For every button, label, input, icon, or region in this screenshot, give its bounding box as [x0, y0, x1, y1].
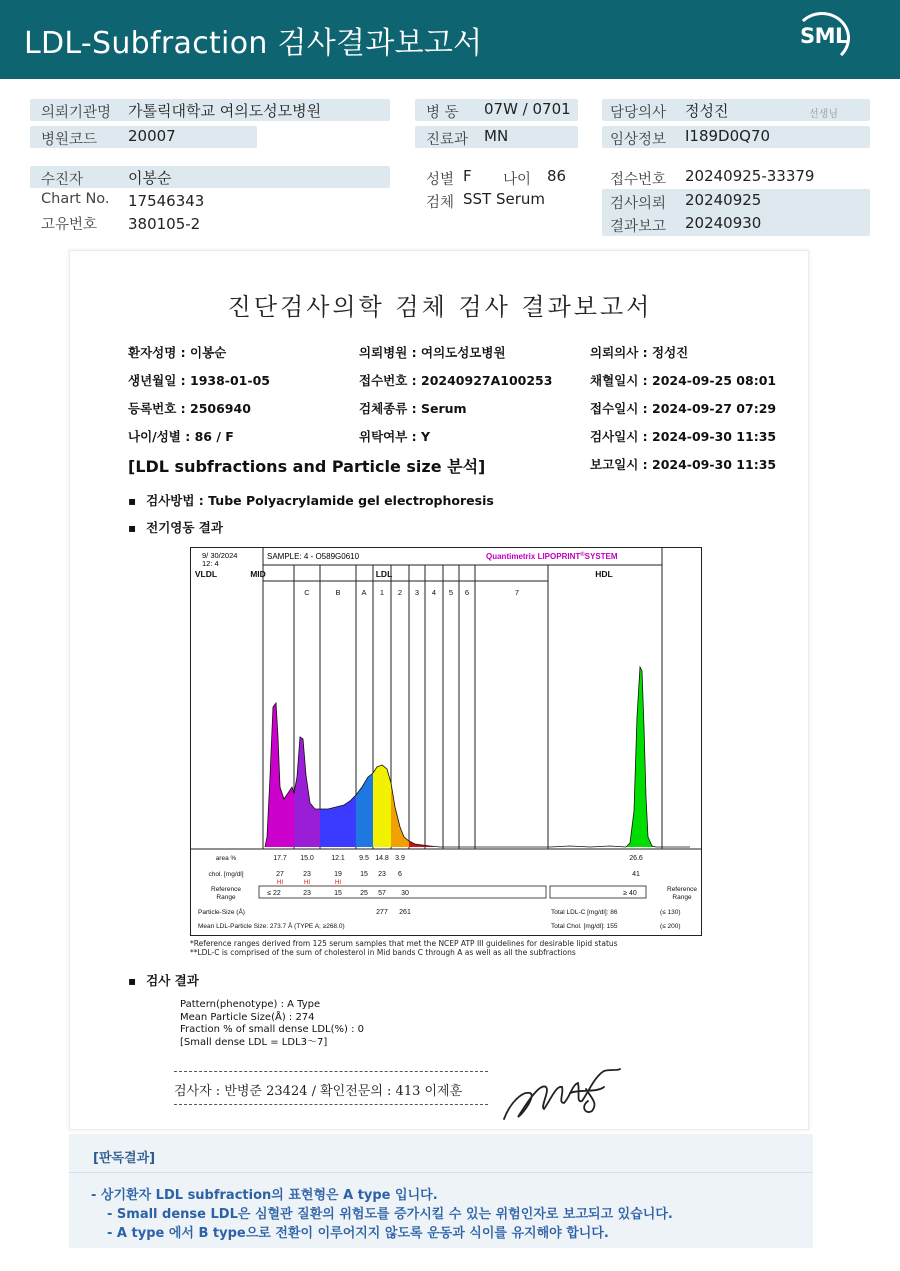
judgement-title: [판독결과]	[93, 1151, 156, 1166]
area-value-3: 9.5	[359, 855, 369, 862]
area-value-2: 12.1	[331, 855, 345, 862]
band-label-3: 3	[414, 588, 420, 597]
analysis-heading: [LDL subfractions and Particle size 분석]	[128, 457, 486, 476]
report-title: 진단검사의학 검체 검사 결과보고서	[227, 293, 653, 321]
band-label-a: A	[361, 588, 367, 597]
doctor-suffix: 선생님	[809, 109, 838, 120]
area-value-4: 14.8	[375, 855, 389, 862]
ref-value-5: 30	[401, 890, 409, 897]
page-title: LDL-Subfraction 검사결과보고서	[24, 26, 483, 61]
ref-value-1: 23	[303, 890, 311, 897]
chart-date: 9/ 30/2024	[202, 551, 238, 560]
band-label-7: 7	[514, 588, 520, 597]
particle-size-0: 277	[376, 909, 388, 916]
judgement-line-2: - Small dense LDL은 심혈관 질환의 위험도를 증가시킬 수 있는 위험인자로 보고되고 있습니다.	[107, 1207, 673, 1222]
field-reported-time: 보고일시 : 2024-09-30 11:35	[590, 457, 777, 472]
dept-label: 진료과	[426, 132, 469, 148]
particle-size-1: 261	[399, 909, 411, 916]
pattern-line-4: [Small dense LDL = LDL3～7]	[180, 1036, 328, 1048]
group-label-vldl: VLDL	[194, 569, 218, 579]
chol-value-1: 23	[303, 871, 311, 878]
electrophoresis-heading: ▪ 전기영동 결과	[128, 518, 223, 536]
chart-no-value: 17546343	[128, 192, 205, 210]
signature-mark	[500, 1063, 624, 1125]
clinical-value: I189D0Q70	[685, 127, 771, 145]
age-value: 86	[547, 167, 567, 185]
chol-value-2: 19	[334, 871, 342, 878]
total-chol-label: Total Chol. [mg/dl]: 155	[551, 923, 618, 930]
sign-dash-bottom	[174, 1104, 488, 1105]
band-label-2: 2	[397, 588, 403, 597]
logo-text: SML	[800, 24, 848, 48]
ref-value-4: 57	[378, 890, 386, 897]
field-patient-name: 환자성명 : 이봉순	[128, 345, 227, 360]
hospital-code-label: 병원코드	[41, 132, 98, 148]
chol-value-6: 41	[632, 871, 640, 878]
band-label-6: 6	[464, 588, 470, 597]
pattern-result	[180, 999, 364, 1049]
hospital-code-value: 20007	[128, 127, 176, 145]
unique-no-value: 380105-2	[128, 215, 201, 233]
chart-brand-name: Quantimetrix LIPOPRINT	[486, 552, 581, 561]
row-label-ref-right-2: Range	[672, 894, 692, 901]
field-receipt-no: 접수번호 : 20240927A100253	[359, 373, 553, 388]
ref-value-6: ≥ 40	[623, 890, 637, 897]
judgement-panel	[69, 1134, 813, 1248]
group-label-mid: MID	[250, 569, 266, 579]
band-label-b: B	[335, 588, 341, 597]
field-received-time: 접수일시 : 2024-09-27 07:29	[590, 401, 777, 416]
chart-no-label: Chart No.	[41, 191, 110, 207]
curve-segment-4	[373, 765, 391, 847]
institution-label: 의뢰기관명	[41, 105, 112, 121]
clinical-label: 임상정보	[610, 132, 667, 148]
area-value-0: 17.7	[273, 855, 287, 862]
judgement-divider	[69, 1172, 813, 1173]
sml-logo	[792, 10, 856, 66]
row-label-chol: chol. [mg/dl]	[208, 871, 244, 878]
ref-value-0: ≤ 22	[267, 890, 281, 897]
row-label-ref-1: Reference	[211, 886, 241, 893]
row-label-ref-right-1: Reference	[667, 886, 697, 893]
total-ldl-ref: (≤ 130)	[660, 909, 681, 916]
result-heading: ▪ 검사 결과	[128, 971, 199, 989]
age-label: 나이	[503, 172, 532, 188]
area-value-5: 3.9	[395, 855, 405, 862]
band-label-5: 5	[448, 588, 454, 597]
ref-value-3: 25	[360, 890, 368, 897]
doctor-value: 정성진	[685, 102, 729, 120]
chol-value-3: 15	[360, 871, 368, 878]
request-label: 검사의뢰	[610, 196, 667, 212]
patient-value: 이봉순	[128, 169, 172, 187]
row-label-area: area %	[215, 855, 237, 862]
band-label-1: 1	[379, 588, 385, 597]
ward-label: 병 동	[426, 105, 459, 121]
field-age-sex: 나이/성별 : 86 / F	[128, 429, 234, 444]
hi-flag-2: HI	[335, 880, 341, 886]
total-chol-ref: (≤ 200)	[660, 923, 681, 930]
row-label-psize: Particle-Size (Å)	[198, 909, 245, 916]
band-label-4: 4	[431, 588, 437, 597]
field-consign: 위탁여부 : Y	[359, 429, 431, 444]
reception-value: 20240925-33379	[685, 167, 815, 185]
field-doctor: 의뢰의사 : 정성진	[590, 345, 689, 360]
pattern-line-3: Fraction % of small dense LDL(%) : 0	[180, 1024, 365, 1035]
signature-line: 검사자 : 반병준 23424 / 확인전문의 : 413 이제훈	[174, 1084, 463, 1099]
dept-value: MN	[484, 127, 509, 145]
field-reg-no: 등록번호 : 2506940	[128, 401, 251, 416]
chart-brand	[486, 551, 618, 561]
specimen-label: 검체	[426, 195, 455, 211]
field-tested-time: 검사일시 : 2024-09-30 11:35	[590, 429, 777, 444]
ref-value-2: 15	[334, 890, 342, 897]
total-ldl-label: Total LDL-C [mg/dl]: 86	[551, 909, 618, 916]
report-value: 20240930	[685, 214, 762, 232]
field-hospital: 의뢰병원 : 여의도성모병원	[359, 345, 506, 360]
row-label-ref-2: Range	[216, 894, 236, 901]
hi-flag-0: HI	[277, 880, 283, 886]
ward-value: 07W / 0701	[484, 100, 571, 118]
hi-flag-1: HI	[304, 880, 310, 886]
report-label: 결과보고	[610, 219, 667, 235]
method-line: ▪ 검사방법 : Tube Polyacrylamide gel electrophoresis	[128, 491, 494, 509]
field-specimen: 검체종류 : Serum	[359, 401, 467, 416]
specimen-value: SST Serum	[463, 190, 546, 208]
field-birth: 생년월일 : 1938-01-05	[128, 373, 270, 388]
judgement-line-3: - A type 에서 B type으로 전환이 이루어지지 않도록 운동과 식이를 유지해야 합니다.	[107, 1226, 609, 1241]
request-value: 20240925	[685, 191, 762, 209]
group-label-ldl: LDL	[375, 569, 393, 579]
lipoprint-chart	[190, 547, 702, 936]
pattern-line-2: Mean Particle Size(Å) : 274	[180, 1011, 315, 1023]
footnote-2: **LDL-C is comprised of the sum of cholesterol in Mid bands C through A as well as all the subfractions	[190, 948, 576, 957]
info-bar-patient	[30, 166, 390, 188]
patient-label: 수진자	[41, 172, 84, 188]
report-header	[0, 0, 900, 79]
area-value-1: 15.0	[300, 855, 314, 862]
judgement-line-1: - 상기환자 LDL subfraction의 표현형은 A type 입니다.	[91, 1188, 438, 1203]
doctor-label: 담당의사	[610, 105, 667, 121]
sign-dash-top	[174, 1071, 488, 1072]
group-label-hdl: HDL	[595, 569, 613, 579]
report-sheet	[69, 250, 809, 1130]
band-label-c: C	[304, 588, 310, 597]
chart-frame	[191, 548, 702, 936]
area-value-6: 26.6	[629, 855, 643, 862]
row-label-mean: Mean LDL-Particle Size: 273.7 Å (TYPE A; ≥268.0)	[198, 923, 345, 930]
reception-label: 접수번호	[610, 172, 667, 188]
unique-no-label: 고유번호	[41, 217, 98, 233]
chart-time: 12: 4	[202, 559, 219, 568]
signature-stroke	[504, 1069, 620, 1119]
sex-value: F	[463, 167, 472, 185]
field-collect-time: 채혈일시 : 2024-09-25 08:01	[590, 373, 777, 388]
footnote-1: *Reference ranges derived from 125 serum samples that met the NCEP ATP III guidelines for desirable lipid status	[190, 939, 618, 948]
pattern-line-1: Pattern(phenotype) : A Type	[180, 999, 321, 1010]
chart-brand-reg: ®	[580, 552, 585, 558]
chol-value-0: 27	[276, 871, 284, 878]
chol-value-5: 6	[398, 871, 402, 878]
chart-brand-system: SYSTEM	[584, 552, 618, 561]
institution-value: 가톨릭대학교 여의도성모병원	[128, 102, 322, 120]
sex-label: 성별	[426, 172, 455, 188]
chart-footnote	[190, 939, 618, 957]
chart-sample: SAMPLE: 4 - O589G0610	[267, 552, 360, 561]
chol-value-4: 23	[378, 871, 386, 878]
